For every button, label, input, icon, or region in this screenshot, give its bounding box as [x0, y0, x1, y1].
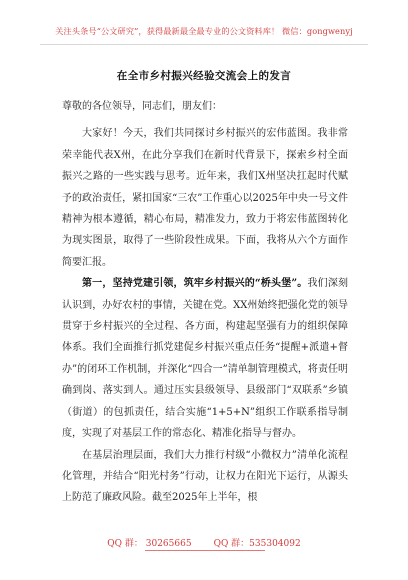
paragraph-intro: 大家好！今天，我们共同探讨乡村振兴的宏伟蓝图。我非常荣幸能代表X州，在此分享我们在新时代背景下，探索乡村全面振兴之路的一些实践与思考。近年来，我们X州坚决扛起时代赋予的政治责任，紧扣国家“三农”工作重心以2025年中央一号文件精神为根本遵循，精心布局，精准发力，致力于将宏伟蓝图转化为现实图景，取得了一些阶段性成果。下面，我将从六个方面作简要汇报。: [62, 128, 348, 268]
section-1-heading: 第一，坚持党建引领，筑牢乡村振兴的“桥头堡”。: [82, 278, 308, 290]
footer-contacts: [0, 536, 408, 549]
paragraph-governance: 在基层治理层面，我们大力推行村级“小微权力”清单化流程化管理，并结合“阳光村务”行动，让权力在阳光下运行，从源头上防范了廉政风险。截至2025年上半年，根: [62, 449, 348, 504]
paragraph-section-1: [62, 273, 348, 444]
section-1-text: 我们深刻认识到，办好农村的事情，关键在党。XX州始终把强化党的领导贯穿于乡村振兴的全过程、各方面，构建起坚强有力的组织保障体系。我们全面推行抓党建促乡村振兴重点任务“提醒+派遣+督办”的闭环工作机制，并深化“四合一”清单制管理模式，将责任明确到岗、落实到人。通过压实县级领导、县级部门“双联系”乡镇（街道）的包抓责任，结合实施“1+5+N”组织工作联系指导制度，实现了对基层工作的常态化、精准化指导与督办。: [62, 278, 349, 440]
footer-underline: [145, 550, 265, 551]
footer-qq-group-2: QQ 群：535304092: [213, 539, 301, 549]
header-divider: [40, 44, 368, 45]
salutation: 尊敬的各位领导，同志们，朋友们：: [62, 101, 222, 112]
document-body: [62, 96, 348, 509]
footer-qq-group-1: QQ 群： 30265665: [107, 539, 192, 549]
document-title: 在全市乡村振兴经验交流会上的发言: [116, 70, 292, 82]
header-banner: 关注头条号“公文研究”，获得最新最全最专业的公文资料库！ 微信：gongwenyj: [55, 26, 353, 36]
